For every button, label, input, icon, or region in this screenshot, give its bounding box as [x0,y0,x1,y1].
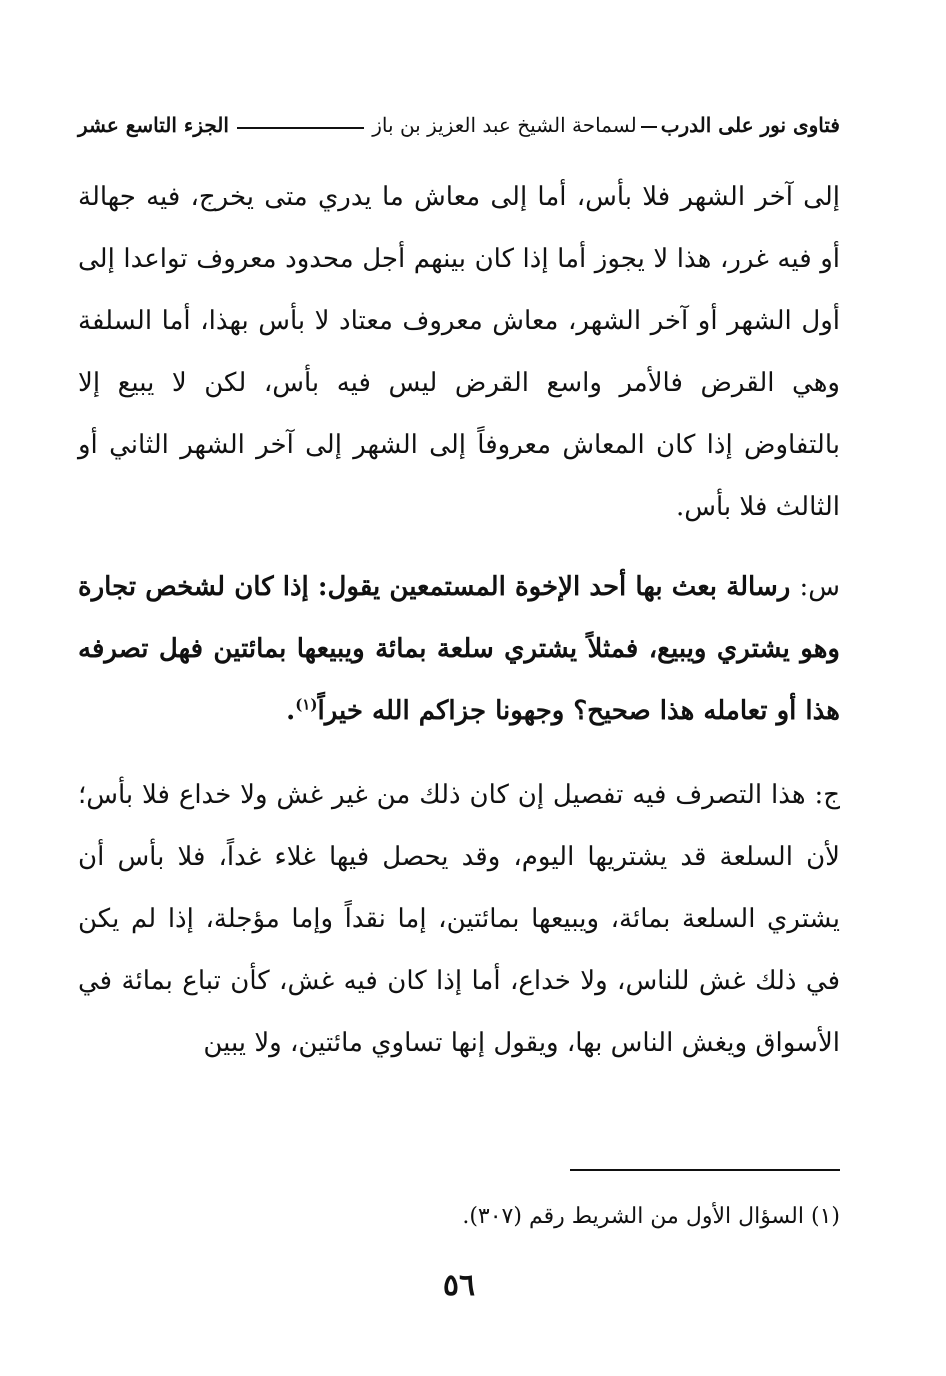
footnote-reference[interactable]: (١) [295,695,318,714]
continued-answer-paragraph: إلى آخر الشهر فلا بأس، أما إلى معاش ما يدري متى يخرج، فيه جهالة أو فيه غرر، هذا لا يجوز أما إذا كان بينهم أجل محدود معروف تواعدا إلى أول الشهر أو آخر الشهر، معاش معروف معتاد لا بأس بهذا، أما السلفة وهي القرض فالأمر واسع القرض ليس فيه بأس، لكن لا يبيع إلا بالتفاوض إذا كان المعاش معروفاً إلى الشهر إلى آخر الشهر الثاني أو الثالث فلا بأس. [78,182,840,522]
page [78,0,840,1376]
answer-paragraph [78,764,840,1074]
book-title: فتاوى نور على الدرب [660,113,840,137]
main-text [78,166,840,1074]
running-header [78,108,840,142]
header-dash [641,126,657,128]
header-rule [237,127,364,129]
page-number: ٥٦ [442,1268,476,1303]
footnote-divider [570,1169,840,1171]
question-text: رسالة بعث بها أحد الإخوة المستمعين يقول: إذا كان لشخص تجارة وهو يشتري ويبيع، فمثلاً يشتري سلعة بمائة ويبيعها بمائتين فهل تصرفه هذا أو تعامله هذا صحيح؟ وجهونا جزاكم الله خيراً [78,572,840,726]
answer-text: هذا التصرف فيه تفصيل إن كان ذلك من غير غش ولا خداع فلا بأس؛ لأن السلعة قد يشتريها اليوم، وقد يحصل فيها غلاء غداً، فلا بأس أن يشتري السلعة بمائة، ويبيعها بمائتين، إما نقداً وإما مؤجلة، إذا لم يكن في ذلك غش للناس، ولا خداع، أما إذا كان فيه غش، كأن تباع بمائة في الأسواق ويغش الناس بها، ويقول إنها تساوي مائتين، ولا يبين [78,780,840,1058]
volume-part: الجزء التاسع عشر [78,113,229,137]
question-end: . [286,696,296,726]
author-name: لسماحة الشيخ عبد العزيز بن باز [372,113,637,137]
question-paragraph [78,556,840,742]
footnote: (١) السؤال الأول من الشريط رقم (٣٠٧). [462,1204,840,1229]
answer-prefix: ج: [814,780,840,810]
question-prefix: س: [799,572,840,602]
